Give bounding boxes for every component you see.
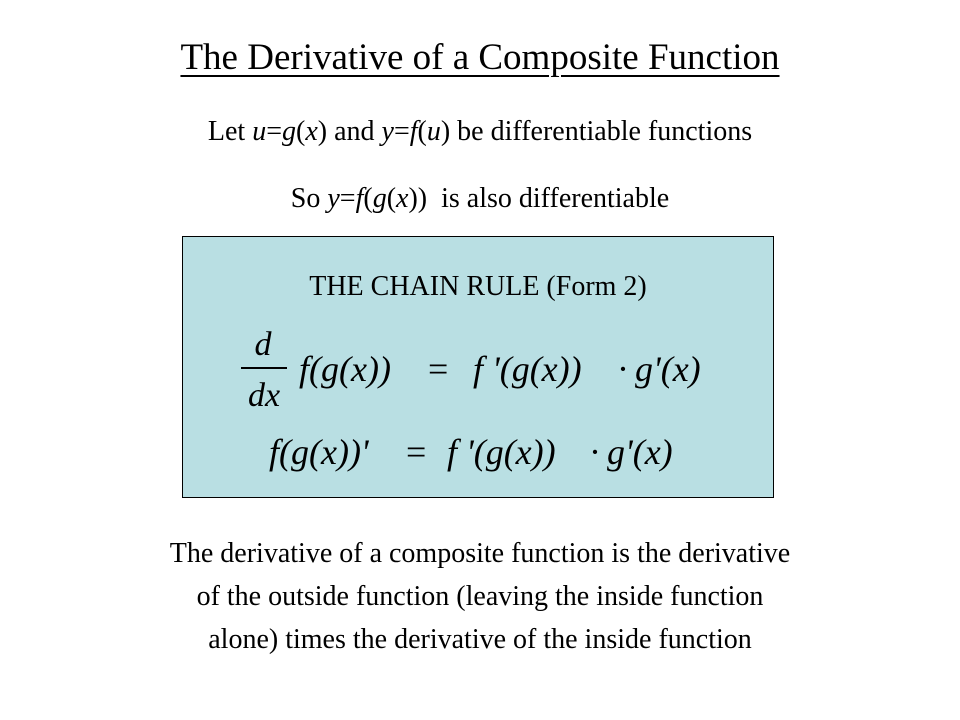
slide-title: The Derivative of a Composite Function <box>180 37 780 78</box>
intro-line-1 <box>0 116 960 148</box>
formula-1-rhs-a: f '(g(x)) <box>473 349 582 389</box>
intro-line-2 <box>0 183 960 215</box>
formula-2-rhs-b: g'(x) <box>607 432 673 472</box>
intro-1-y: y <box>381 116 394 147</box>
intro-1-paren2: ( <box>417 116 427 147</box>
intro-1-prefix: Let <box>207 116 253 147</box>
intro-2-p2: ( <box>386 183 397 214</box>
formula-1-numerator: d <box>254 326 272 363</box>
intro-1-paren: ( <box>295 116 306 147</box>
formula-1-lhs: f(g(x)) <box>299 349 391 389</box>
intro-2-suffix: )) is also differentiable <box>408 183 670 214</box>
formula-2-rhs-a: f '(g(x)) <box>447 432 556 472</box>
formula-2-equals: = <box>406 432 427 472</box>
chain-rule-formulas <box>183 321 775 491</box>
intro-2-f: f <box>355 183 364 214</box>
intro-1-suffix: ) be differentiable functions <box>440 116 753 147</box>
description <box>0 532 960 661</box>
intro-1-u: u <box>252 116 267 147</box>
description-line-2: of the outside function (leaving the inside function <box>196 581 764 612</box>
description-line-3: alone) times the derivative of the inside function <box>208 624 752 655</box>
intro-2-eq: = <box>339 183 356 214</box>
formula-1-equals: = <box>428 349 449 389</box>
intro-2-y: y <box>327 183 340 214</box>
intro-1-eq2: = <box>393 116 410 147</box>
formula-1-rhs-b: g'(x) <box>635 349 701 389</box>
intro-2-g: g <box>372 183 387 214</box>
intro-1-f: f <box>409 116 418 147</box>
formula-2-dot: · <box>589 432 601 472</box>
intro-1-x: x <box>305 116 318 147</box>
formula-1-denominator: dx <box>247 377 281 414</box>
formula-1-dot: · <box>617 349 629 389</box>
chain-rule-box <box>182 236 774 498</box>
intro-1-g: g <box>281 116 296 147</box>
formula-2-lhs: f(g(x))' <box>269 432 369 472</box>
intro-1-mid: ) and <box>317 116 382 147</box>
intro-1-u2: u <box>426 116 441 147</box>
chain-rule-title: THE CHAIN RULE (Form 2) <box>309 271 647 302</box>
intro-2-prefix: So <box>290 183 328 214</box>
intro-2-x: x <box>396 183 409 214</box>
intro-1-eq: = <box>266 116 282 147</box>
intro-2-p1: ( <box>363 183 373 214</box>
description-line-1: The derivative of a composite function is the derivative <box>169 538 791 569</box>
